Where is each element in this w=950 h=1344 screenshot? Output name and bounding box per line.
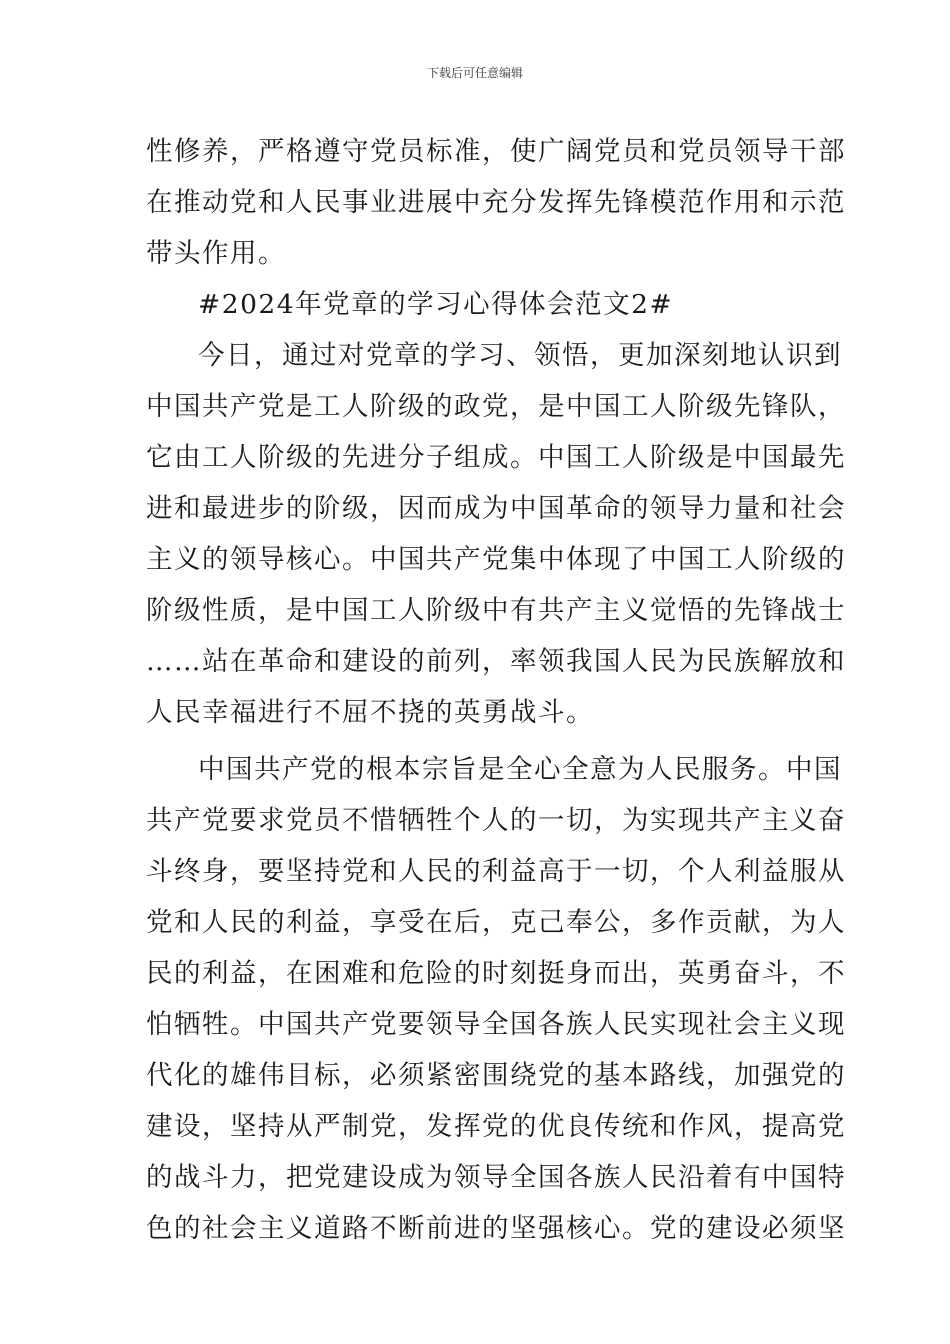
- text-line: 进和最进步的阶级，因而成为中国革命的领导力量和社会: [146, 493, 846, 524]
- paragraph: [146, 744, 846, 1254]
- text-line: 在推动党和人民事业进展中充分发挥先锋模范作用和示范: [146, 187, 846, 218]
- text-line: 党和人民的利益，享受在后，克己奉公，多作贡献，为人: [146, 907, 846, 938]
- text-line: 性修养，严格遵守党员标准，使广阔党员和党员领导干部: [146, 136, 846, 167]
- text-line: 代化的雄伟目标，必须紧密围绕党的基本路线，加强党的: [146, 1060, 846, 1091]
- text-line: 民的利益，在困难和危险的时刻挺身而出，英勇奋斗，不: [146, 958, 846, 989]
- text-line: 共产党要求党员不惜牺牲个人的一切，为实现共产主义奋: [146, 805, 846, 836]
- text-line: 中国共产党的根本宗旨是全心全意为人民服务。中国: [198, 754, 842, 785]
- text-line: 建设，坚持从严制党，发挥党的优良传统和作风，提高党: [146, 1111, 846, 1142]
- heading-text: #2024年党章的学习心得体会范文2#: [198, 289, 674, 320]
- paragraph-continuation: [146, 126, 846, 279]
- text-line: 今日，通过对党章的学习、领悟，更加深刻地认识到: [198, 340, 842, 371]
- text-line: 斗终身，要坚持党和人民的利益高于一切，个人利益服从: [146, 856, 846, 887]
- text-line: 怕牺牲。中国共产党要领导全国各族人民实现社会主义现: [146, 1009, 846, 1040]
- text-line: 阶级性质，是中国工人阶级中有共产主义觉悟的先锋战士: [146, 595, 846, 626]
- text-line: ……站在革命和建设的前列，率领我国人民为民族解放和: [146, 646, 846, 677]
- text-line: 它由工人阶级的先进分子组成。中国工人阶级是中国最先: [146, 442, 846, 473]
- page-header-note: 下载后可任意编辑: [426, 66, 523, 80]
- text-line: 主义的领导核心。中国共产党集中体现了中国工人阶级的: [146, 544, 846, 575]
- section-heading: [146, 279, 806, 330]
- text-line: 的战斗力，把党建设成为领导全国各族人民沿着有中国特: [146, 1162, 846, 1193]
- text-line: 色的社会主义道路不断前进的坚强核心。党的建设必须坚: [146, 1213, 846, 1244]
- text-line: 中国共产党是工人阶级的政党，是中国工人阶级先锋队，: [146, 391, 846, 422]
- paragraph: [146, 330, 846, 738]
- text-line: 人民幸福进行不屈不挠的英勇战斗。: [146, 697, 594, 728]
- document-body: [146, 126, 846, 1254]
- text-line: 带头作用。: [146, 238, 286, 269]
